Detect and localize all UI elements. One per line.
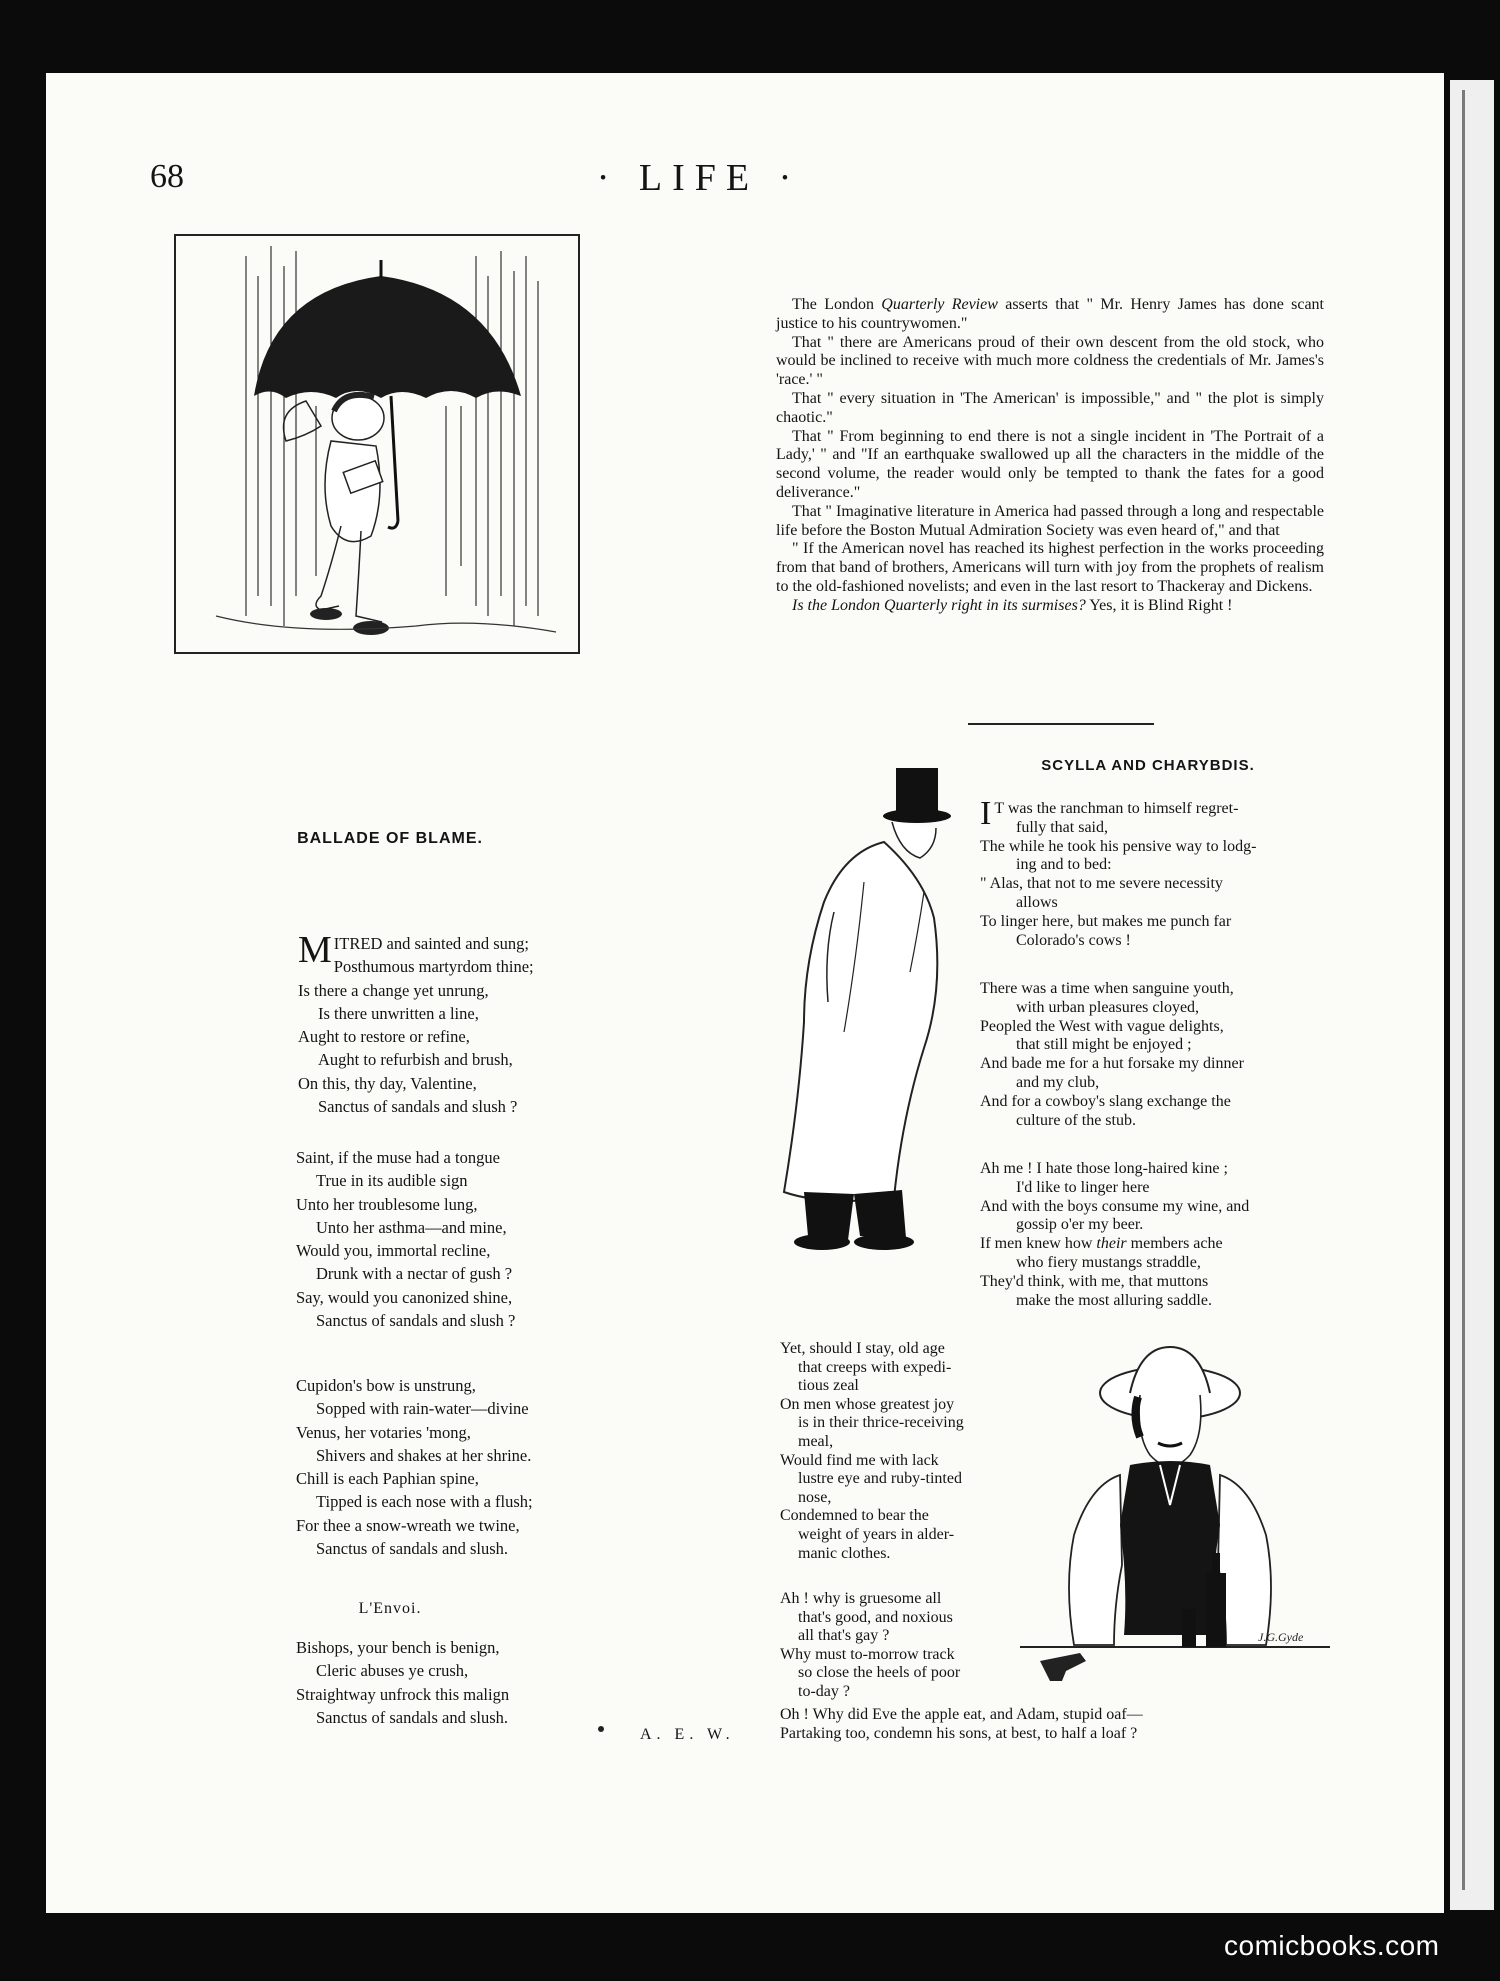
- poem-line: Oh ! Why did Eve the apple eat, and Adam, stupid oaf—: [780, 1706, 1143, 1723]
- binding-shadow: [1462, 90, 1465, 1890]
- poem-line: that's good, and noxious: [798, 1608, 953, 1626]
- poem-line: and my club,: [1016, 1073, 1100, 1091]
- ballade-title: BALLADE OF BLAME.: [297, 830, 483, 847]
- article-text: The London: [792, 296, 882, 313]
- poem-line: to-day ?: [798, 1682, 850, 1700]
- poem-line: Ah me ! I hate those long-haired kine ;: [980, 1160, 1228, 1177]
- poem-line: Drunk with a nectar of gush ?: [316, 1264, 513, 1284]
- poem-line: who fiery mustangs straddle,: [1016, 1253, 1201, 1271]
- poem-line-text: If men knew how: [980, 1235, 1097, 1253]
- poem-line: meal,: [798, 1432, 834, 1450]
- poem-line: Posthumous martyrdom thine;: [333, 957, 534, 977]
- poem-line: make the most alluring saddle.: [1016, 1291, 1212, 1309]
- poem-line: manic clothes.: [798, 1544, 891, 1562]
- poem-line: There was a time when sanguine youth,: [980, 980, 1234, 997]
- article-paragraph: That " there are Americans proud of their own descent from the old stock, who would be inclined to receive with much more coldness the credentials of Mr. James's 'race.' ": [776, 333, 1324, 389]
- poem-line: Partaking too, condemn his sons, at best, to half a loaf ?: [780, 1724, 1138, 1742]
- poem-line: Say, would you canonized shine,: [296, 1287, 513, 1307]
- poem-line: I'd like to linger here: [1016, 1178, 1150, 1196]
- poem-line: nose,: [798, 1488, 832, 1506]
- section-divider: [968, 723, 1154, 725]
- poem-line: Would you, immortal recline,: [296, 1241, 491, 1261]
- poem-line: Chill is each Paphian spine,: [296, 1469, 479, 1489]
- poem-line: all that's gay ?: [798, 1627, 890, 1645]
- article-paragraph: [776, 296, 1324, 334]
- poem-line: Is there unwritten a line,: [318, 1003, 479, 1023]
- article-paragraph: That " From beginning to end there is not a single incident in 'The Portrait of a Lady,' " and "If an earthquake swallowed up all the characters in the middle of the second volume, the reader would only be tempted to thank the fates for a good deliverance.": [776, 427, 1324, 501]
- poem-line: Bishops, your bench is benign,: [296, 1638, 500, 1657]
- poem-line-text: T was the ranchman to himself regret-: [994, 800, 1239, 817]
- poem-line: Sopped with rain-water—divine: [316, 1399, 529, 1419]
- drop-cap: M: [298, 929, 332, 971]
- cupid-drawing: [176, 236, 580, 654]
- poem-line: And with the boys consume my wine, and: [980, 1197, 1250, 1215]
- poem-line: allows: [1016, 893, 1058, 911]
- poem-signature: A. E. W.: [640, 1726, 735, 1743]
- article-text: asserts that " Mr. Henry James has done scant justice to his countrywomen.": [776, 296, 1324, 332]
- poem-line: On this, thy day, Valentine,: [298, 1073, 477, 1093]
- adjacent-page-edge: [1450, 80, 1494, 1910]
- poem-line: Sanctus of sandals and slush.: [316, 1539, 509, 1559]
- poem-line: Is there a change yet unrung,: [298, 980, 489, 1000]
- ballade-stanza-1: [298, 929, 658, 1118]
- poem-line: weight of years in alder-: [798, 1525, 955, 1543]
- poem-line: Unto her troublesome lung,: [296, 1194, 478, 1214]
- watermark: comicbooks.com: [1224, 1930, 1440, 1961]
- ballade-stanza-3: [296, 1374, 656, 1560]
- poem-line: Sanctus of sandals and slush.: [316, 1707, 509, 1727]
- poem-line: And bade me for a hut forsake my dinner: [980, 1055, 1244, 1073]
- poem-line: The while he took his pensive way to lodg-: [980, 837, 1257, 855]
- article-paragraph: " If the American novel has reached its highest perfection in the works proceeding from that band of brothers, Americans will turn with joy from the prophets of realism to the old-fashioned novelists; and even in the last resort to Thackeray and Dickens.: [776, 540, 1324, 595]
- poem-line: For thee a snow-wreath we twine,: [296, 1515, 520, 1535]
- poem-line: Ah ! why is gruesome all: [780, 1590, 942, 1607]
- article-question: Is the London Quarterly right in its surmises?: [792, 596, 1086, 614]
- poem-line: Shivers and shakes at her shrine.: [316, 1445, 532, 1465]
- poem-line: Why must to-morrow track: [780, 1645, 955, 1663]
- poem-line: They'd think, with me, that muttons: [980, 1272, 1209, 1290]
- scylla-stanza-3: [980, 1160, 1332, 1310]
- poem-line: ing and to bed:: [1016, 856, 1112, 874]
- article-paragraph: [776, 597, 1324, 616]
- scylla-stanza-5: [780, 1590, 1020, 1702]
- article-answer: Yes, it is Blind Right !: [1085, 596, 1233, 614]
- artist-signature: J.G.Gyde: [1258, 1630, 1304, 1644]
- poem-line: with urban pleasures cloyed,: [1016, 998, 1200, 1016]
- envoi-title: L'Envoi.: [358, 1600, 422, 1617]
- cowboy-at-bar-illustration: [1020, 1345, 1340, 1705]
- drop-cap: I: [980, 795, 992, 832]
- cupid-umbrella-illustration: [174, 234, 580, 654]
- emphasis-word: their: [1096, 1235, 1127, 1253]
- poem-line: Condemned to bear the: [780, 1507, 929, 1525]
- poem-line: Straightway unfrock this malign: [296, 1684, 510, 1704]
- scylla-closing: [780, 1706, 1340, 1743]
- poem-line: gossip o'er my beer.: [1016, 1216, 1144, 1234]
- scylla-title: SCYLLA AND CHARYBDIS.: [1041, 757, 1255, 774]
- poem-line: that creeps with expedi-: [798, 1358, 952, 1376]
- poem-line: tious zeal: [798, 1377, 859, 1395]
- poem-line: And for a cowboy's slang exchange the: [980, 1092, 1231, 1110]
- poem-line: Yet, should I stay, old age: [780, 1340, 945, 1357]
- ornament-dot: [598, 1726, 604, 1732]
- scylla-stanza-2: [980, 980, 1332, 1130]
- scylla-stanza-4: [780, 1340, 1020, 1563]
- poem-line: so close the heels of poor: [798, 1664, 961, 1682]
- scylla-stanza-1: [980, 795, 1332, 950]
- poem-line: Would find me with lack: [780, 1451, 939, 1469]
- poem-line: [980, 1235, 1332, 1254]
- poem-line: Aught to refurbish and brush,: [318, 1050, 513, 1070]
- poem-line-text: members ache: [1126, 1235, 1223, 1253]
- masthead: · LIFE ·: [596, 157, 802, 199]
- poem-line-text: ITRED and sainted and sung;: [333, 934, 530, 953]
- poem-line: Sanctus of sandals and slush ?: [316, 1311, 516, 1331]
- article-paragraph: That " every situation in 'The American' is impossible," and " the plot is simply chaotic.": [776, 389, 1324, 426]
- poem-line: Tipped is each nose with a flush;: [316, 1492, 533, 1512]
- poem-line: Colorado's cows !: [1016, 931, 1131, 949]
- publication-name: Quarterly Review: [881, 296, 998, 313]
- poem-line: lustre eye and ruby-tinted: [798, 1470, 962, 1488]
- ballade-stanza-2: [296, 1146, 656, 1332]
- poem-line: Peopled the West with vague delights,: [980, 1017, 1224, 1035]
- poem-line: fully that said,: [1016, 818, 1108, 836]
- poem-line: is in their thrice-receiving: [798, 1414, 964, 1432]
- henry-james-article: [776, 296, 1324, 616]
- poem-line: that still might be enjoyed ;: [1016, 1036, 1192, 1054]
- article-paragraph: That " Imaginative literature in America had passed through a long and respectable life before the Boston Mutual Admiration Society was even heard of," and that: [776, 502, 1324, 539]
- envoi-stanza: [296, 1636, 656, 1729]
- poem-line: True in its audible sign: [316, 1171, 468, 1191]
- man-in-top-hat-illustration: [774, 762, 974, 1262]
- poem-line: On men whose greatest joy: [780, 1395, 955, 1413]
- poem-line: Cupidon's bow is unstrung,: [296, 1376, 476, 1395]
- poem-line: culture of the stub.: [1016, 1111, 1136, 1129]
- poem-line: Aught to restore or refine,: [298, 1027, 470, 1047]
- poem-line: To linger here, but makes me punch far: [980, 912, 1232, 930]
- poem-line: " Alas, that not to me severe necessity: [980, 875, 1223, 893]
- poem-line: Unto her asthma—and mine,: [316, 1217, 507, 1237]
- poem-line: Sanctus of sandals and slush ?: [318, 1097, 518, 1117]
- poem-line: Saint, if the muse had a tongue: [296, 1148, 500, 1167]
- page-number: 68: [150, 158, 184, 195]
- poem-line: Cleric abuses ye crush,: [316, 1661, 469, 1681]
- poem-line: Venus, her votaries 'mong,: [296, 1422, 471, 1442]
